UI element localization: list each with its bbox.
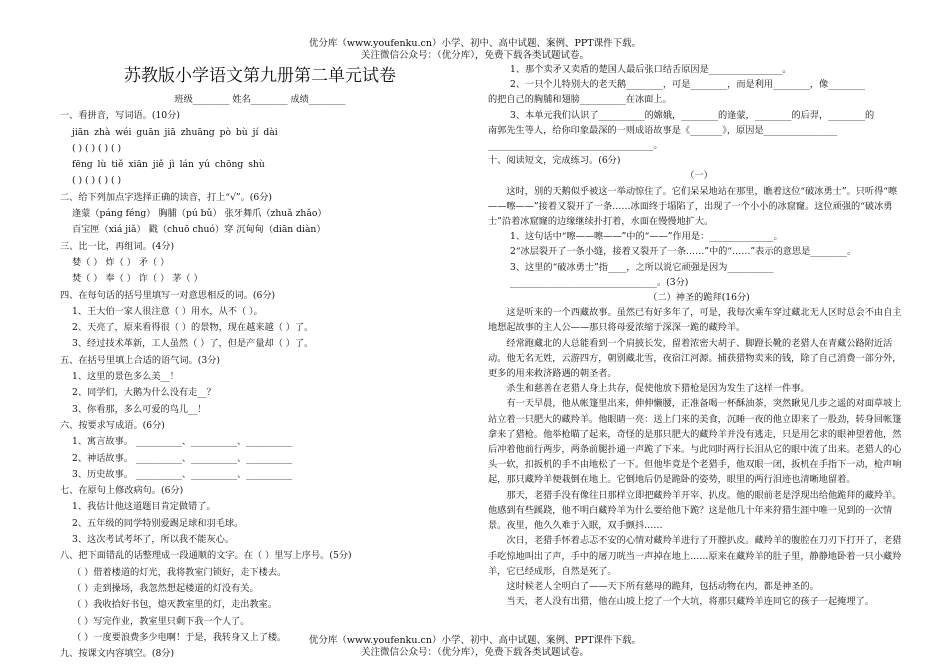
q6-item-2: 2、神话故事。 __________、__________、__________ [72,452,293,464]
doc-title: 苏教版小学语文第九册第二单元试卷 [124,66,396,86]
q7-heading: 七、在原句上修改病句。(6分) [60,485,184,497]
header-line-1: 优分库（www.youfenku.cn）小学、初中、高中试题、案例、PPT课件下载。 [308,38,642,49]
q2-row-2: 百宝匣（xiá jiǎ） 戳（chuō chuó）穿 沉甸甸（diān diàn） [72,224,326,236]
section-2-paragraph-2: 经常跑藏北的人总能看到一个肩披长发，留着浓密大胡子、脚蹬长靴的老猎人在青藏公路附近活动。他无名无姓，云游四方，朝别藏北雪，夜宿江河源。捕获猎物卖来的钱，除了自己消费一部分外，更多的用来救济路遇的朝圣者。 [488,337,902,380]
q2-row-1: 逢蒙（páng féng） 胸脯（pú bǔ） 张牙舞爪（zhuǎ zhǎo） [72,208,327,220]
q1-blanks-row-2: ( ) ( ) ( ) ( ) [72,175,122,187]
q6-item-3: 3、历史故事。 __________、__________、__________ [72,468,293,480]
q8-heading: 八、把下面错乱的话整理成一段通顺的文字。在（ ）里写上序号。(5分) [60,550,352,562]
q8-item-4: （ ）写完作业，教室里只剩下我一个人了。 [72,615,250,627]
q9-item-2: 2、一只个儿特别大的老天鹅________，可是________，而是利用________，像________ [510,79,865,91]
section-2-paragraph-4: 有一天早晨，他从帐篷里出来，伸伸懒腰，正准备喝一杯酥油茶，突然瞅见几步之遥的对面草坡上站立着一只肥大的藏羚羊。他眼睛一亮：送上门来的美食，沉睡一夜的他立即来了一股劲，转身回帐篷拿来了猎枪。他举枪瞄了起来，奇怪的是那只肥大的藏羚羊并没有逃走，只是用乞求的眼神望着他，然后冲着他前行两步，两条前腿扑通一声跪了下来。与此同时两行长泪从它的眼中流了出来。老猎人的心头一软，扣扳机的手不由地松了一下。但他毕竟是个老猎手，他双眼一闭，扳机在手指下一动，枪声响起，那只藏羚羊便栽倒在地上。它倒地后仍是跪卧的姿势，眼里的两行泪迹也清晰地留着。 [488,398,902,486]
q4-item-1: 1、王大伯一家人很注意（ ）用水，从不（ ）。 [72,305,263,317]
q3-row-2: 焚（ ） 奉（ ） 诈（ ） 茅（ ） [72,273,203,285]
q1-pinyin-row-2: fēng lù tiě xiān jiě jì lán yú chōng shù [72,159,265,171]
q2-heading: 二、给下列加点字选择正确的读音，打上“√”。(6分) [60,191,273,203]
q6-heading: 六、按要求写成语。(6分) [60,419,165,431]
section-1-question-3: 3、这里的“破冰勇士”指____，之所以说它顽强是因为__________ [510,261,774,273]
section-2-label: （二）神圣的跪拜(16分) [648,292,750,304]
section-2-paragraph-1: 这是听来的一个西藏故事。虽然已有好多年了，可是，我每次乘车穿过藏北无人区时总会不由自主地想起故事的主人公——那只将母爱浓缩于深深一跪的藏羚羊。 [488,307,902,334]
section-1-question-1: 1、这句话中“嚓——嚓——”中的“——”作用是：______________。 [510,231,783,243]
q4-heading: 四、在每句话的括号里填写一对意思相反的词。(6分) [60,289,276,301]
page-header [0,38,950,62]
q6-item-1: 1、寓言故事。 __________、__________、__________ [72,436,293,448]
q4-item-2: 2、天亮了，原来看得很（ ）的景物，现在越来越（ ）了。 [72,322,314,334]
q5-heading: 五、在括号里填上合适的语气词。(3分) [60,354,221,366]
student-info: 班级________ 姓名________ 成绩________ [174,94,346,105]
q7-item-1: 1、我估计他这道题目肯定做错了。 [72,501,216,513]
section-2-paragraph-7: 这时候老人全明白了——天下所有慈母的跪拜，包括动物在内，都是神圣的。 [506,580,819,592]
q5-item-1: 1、这里的景色多么美__！ [72,371,179,383]
q4-item-3: 3、经过技术革新，工人虽然（ ）了，但是产量却（ ）了。 [72,338,314,350]
q3-heading: 三、比一比，再组词。(4分) [60,240,175,252]
q9-item-3-cont: 南郭先生等人，给你印象最深的一则成语故事是《_______》，原因是________________ [488,124,838,136]
q1-heading: 一、看拼音，写词语。(10分) [60,110,180,122]
section-1-paragraph: 这时，别的天鹅似乎被这一举动惊住了。它们呆呆地站在那里，瞧着这位“破冰勇士”。只听得“嚓——嚓——”接着又裂开了一条……冰面终于塌陷了，出现了一个小小的冰窟窿。这位顽强的“破冰勇士”沿着冰窟窿的边缘继续扑打着，水面在慢慢地扩大。 [488,185,898,228]
q9-item-3: 3、本单元我们认识了__________的嫦娥，________的逢蒙，________的后羿，________的 [510,109,875,121]
q5-item-2: 2、同学们，大鹅为什么没有走__？ [72,387,216,399]
q8-item-1: （ ）借着楼道的灯光，我将教室门锁好，走下楼去。 [72,566,287,578]
footer-line-2: 关注微信公众号：（优分库），免费下载各类试题试卷。 [360,647,589,658]
q9-item-1: 1、那个卖矛又卖盾的楚国人最后张口结舌原因是________________。 [510,64,792,75]
q8-item-2: （ ）走到操场，我忽然想起楼道的灯没有关。 [72,582,259,594]
page-footer [0,635,950,659]
section-2-paragraph-3: 杀生和慈善在老猎人身上共存，促使他放下猎枪是因为发生了这样一件事。 [506,383,810,395]
q7-item-2: 2、五年级的同学特别爱踢足球和羽毛球。 [72,517,244,529]
left-column [60,64,460,662]
section-2-paragraph-8: 当天，老人没有出猎，他在山坡上挖了一个大坑，将那只藏羚羊连同它的孩子一起掩埋了。 [506,596,874,608]
section-2-paragraph-6: 次日，老猎手怀着忐忑不安的心情对藏羚羊进行了开膛扒皮。藏羚羊的腹腔在刀刃下打开了，老猎手吃惊地叫出了声，手中的屠刀咣当一声掉在地上……原来在藏羚羊的肚子里，静静地卧着一只小藏羚羊，它已经成形，自然是死了。 [488,535,902,577]
q7-item-3: 3、这次考试考坏了，所以我不能灰心。 [72,534,235,546]
q1-pinyin-row-1: jiān zhà wéi guān jiā zhuāng pò bù jí dài [72,126,278,138]
section-2-paragraph-5: 那天，老猎手没有像往日那样立即把藏羚羊开宰、扒皮。他的眼前老是浮现出给他跪拜的藏羚羊。他感到有些蹊跷，他不明白藏羚羊为什么要给他下跪？这是他几十年来狩猎生涯中唯一见到的一次情景。夜里，他久久难于入眠，双手颤抖…… [488,489,902,532]
section-1-question-2: 2“冰层裂开了一条小缝，接着又裂开了一条……”中的“……”表示的意思是________。 [510,246,857,258]
section-1-question-3-cont: ________________________________。(3分) [510,276,689,288]
footer-line-1: 优分库（www.youfenku.cn）小学、初中、高中试题、案例、PPT课件下载。 [308,635,642,646]
q1-blanks-row-1: ( ) ( ) ( ) ( ) [72,142,122,154]
q9-item-3-cont2: ____________________________________。 [488,140,663,152]
section-1-label: （一） [685,170,713,182]
header-line-2: 关注微信公众号：（优分库），免费下载各类试题试卷。 [360,50,589,61]
q10-heading: 十、阅读短文，完成练习。(6分) [488,155,621,167]
q3-row-1: 婪（ ） 炸（ ） 矛（ ） [72,256,170,268]
q8-item-5: （ ）一度要浪费多少电啊！于是，我转身又上了楼。 [72,631,287,643]
q9-item-2-cont: 的把自己的胸脯和翅膀__________在冰面上。 [488,94,672,106]
right-column [488,62,910,609]
q8-item-3: （ ）我收拾好书包，熄灭教室里的灯，走出教室。 [72,599,278,611]
q5-item-3: 3、你看那，多么可爱的鸟儿__！ [72,403,207,415]
q9-heading: 九、按课文内容填空。(8分) [60,648,175,660]
